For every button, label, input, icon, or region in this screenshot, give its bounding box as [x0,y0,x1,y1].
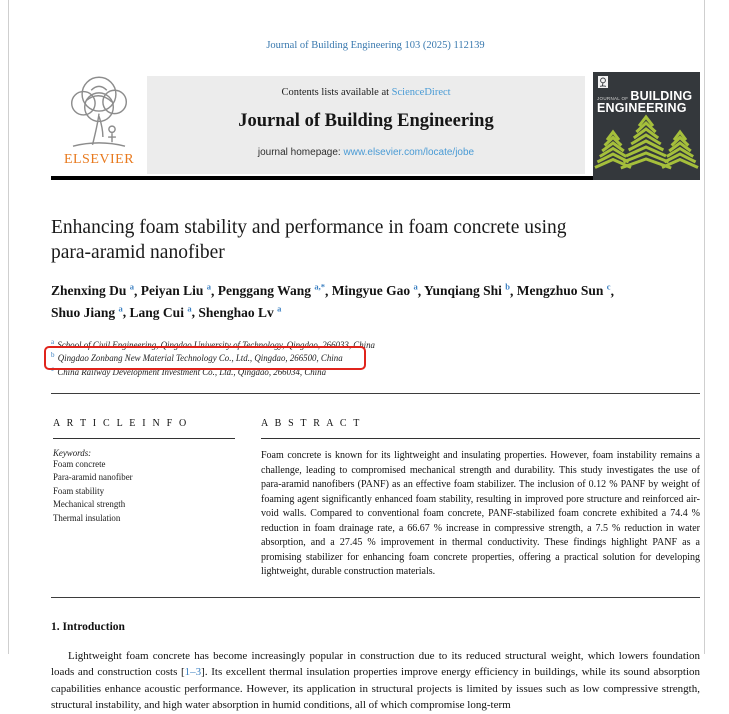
author-affiliation-superscript: a [277,303,282,314]
elsevier-wordmark: ELSEVIER [63,152,135,167]
homepage-url-link[interactable]: www.elsevier.com/locate/jobe [343,147,475,158]
cover-title-line1: BUILDING [630,89,693,103]
contents-list-line [147,87,585,98]
journal-header [51,72,700,180]
contents-prefix-text: Contents lists available at [281,87,392,98]
author: Shuo Jiang $^a$ [51,303,123,320]
citation-ref-link[interactable]: 1–3 [184,666,202,679]
affiliation: $^a$ School of Civil Engineering, Qingdao University of Technology, Qingdao, 266033, China [51,337,375,350]
author: Zhenxing Du $^a$ [51,281,135,299]
author: Shenghao Lv $^a$ [198,303,282,320]
elsevier-tree-icon [60,72,138,154]
introduction-paragraph [51,648,700,714]
abstract-text: Foam concrete is known for its lightweight and insulating properties. However, foam instability remains a challenge, leading to compromised mechanical strength and durability. This study investigates the use of para-aramid nanofibers (PANF) as an effective foam stabilizer. The inclusion of 0.12 % PANF by weight of foaming agent significantly enhanced foam stability, resulting in improved pore structure and reinforced air-void walls. Compared to conventional foam concrete, PANF-stabilized foam concrete exhibited a 74.4 % reduction in foam drainage rate, a 66.67 % increase in compressive strength, a 7.5 % reduction in water absorption, and a 27.45 % improvement in thermal conductivity. These findings highlight PANF as a promising stabilizer for enhancing foam concrete properties, offering a practical solution for developing lightweight, durable construction materials. [261,450,700,578]
sciencedirect-link[interactable]: ScienceDirect [391,87,451,98]
keyword-item: Para-aramid nanofiber [53,472,133,483]
info-abstract-block [51,394,700,580]
keyword-item: Foam concrete [53,459,106,470]
cover-kicker: JOURNAL OF [597,96,629,101]
author-list: Zhenxing Du $^a$, Peiyan Liu $^a$, Penggang Wang $^{a,*}$, Mingyue Gao $^a$, Yunqiang Shi $^b$, Mengzhuo Sun $^c$, Shuo Jiang $^a$, Lang Cui $^a$, Shenghao Lv $^a$ [51,281,614,320]
author: Peiyan Liu $^a$ [140,281,212,299]
keyword-item: Thermal insulation [53,512,121,523]
keyword-item: Mechanical strength [53,499,126,510]
author: Mingyue Gao $^a$ [331,281,418,299]
author: Yunqiang Shi $^b$ [423,281,511,299]
journal-citation-line: Journal of Building Engineering 103 (2025) 112139 [266,40,485,51]
article-info-heading: A R T I C L E I N F O [53,418,235,439]
homepage-line [147,147,585,158]
cover-title-line2: ENGINEERING [597,100,687,115]
elsevier-logo [51,72,147,174]
author: Penggang Wang $^{a,*}$ [217,281,325,299]
journal-title: Journal of Building Engineering [238,111,494,131]
journal-banner [147,76,585,174]
affiliation-superscript: b [51,351,55,360]
cover-trees-graphic [593,110,700,177]
cover-elsevier-mini-icon [598,76,608,88]
keyword-item: Foam stability [53,485,105,496]
affiliation-list [51,338,700,378]
intro-text-after-ref: . Its excellent thermal insulation properties improve energy efficiency in buildings, while its sound absorption capabilities enhance acoustic performance. However, its application in structural projects is limited by issues such as low compressive strength, structural instability, and high water absorption in humid conditions, all of which compromise long-term [51,666,700,712]
article-info-column [53,418,235,580]
journal-cover-thumbnail[interactable] [593,72,700,180]
author-affiliation-superscript: a [129,281,135,292]
author-affiliation-superscript: a [413,281,418,292]
introduction-heading: 1. Introduction [51,620,125,633]
pdf-page [8,0,705,712]
keyword-list [53,458,235,525]
author-affiliation-superscript: b [505,281,511,292]
author-affiliation-superscript: a,* [314,281,325,292]
affiliation-superscript: c [51,364,55,373]
author-affiliation-superscript: c [606,281,611,292]
author-affiliation-superscript: a [118,303,123,314]
affiliation: $^c$ China Railway Development Investment Co., Ltd., Qingdao, 266034, China [51,364,327,377]
abstract-heading: A B S T R A C T [261,418,700,439]
abstract-column [261,418,700,580]
ref-bracket-open: [ [181,666,185,679]
affiliation-superscript: a [51,337,55,346]
keywords-label: Keywords: [53,448,92,459]
author: Lang Cui $^a$ [129,303,192,320]
article-title: Enhancing foam stability and performance in foam concrete using para-aramid nanofiber [51,217,567,263]
author-affiliation-superscript: a [206,281,212,292]
author-affiliation-superscript: a [187,303,192,314]
affiliation: $^b$ Qingdao Zonbang New Material Technology Co., Ltd., Qingdao, 266500, China [51,351,700,364]
homepage-prefix-text: journal homepage: [257,147,344,158]
ref-bracket-close: ] [201,666,205,679]
section-divider [51,597,700,598]
intro-text-before-ref: Lightweight foam concrete has become increasingly popular in construction due to its reduced structural weight, which lowers foundation loads and construction costs [51,649,700,679]
author: Mengzhuo Sun $^c$ [516,281,611,299]
